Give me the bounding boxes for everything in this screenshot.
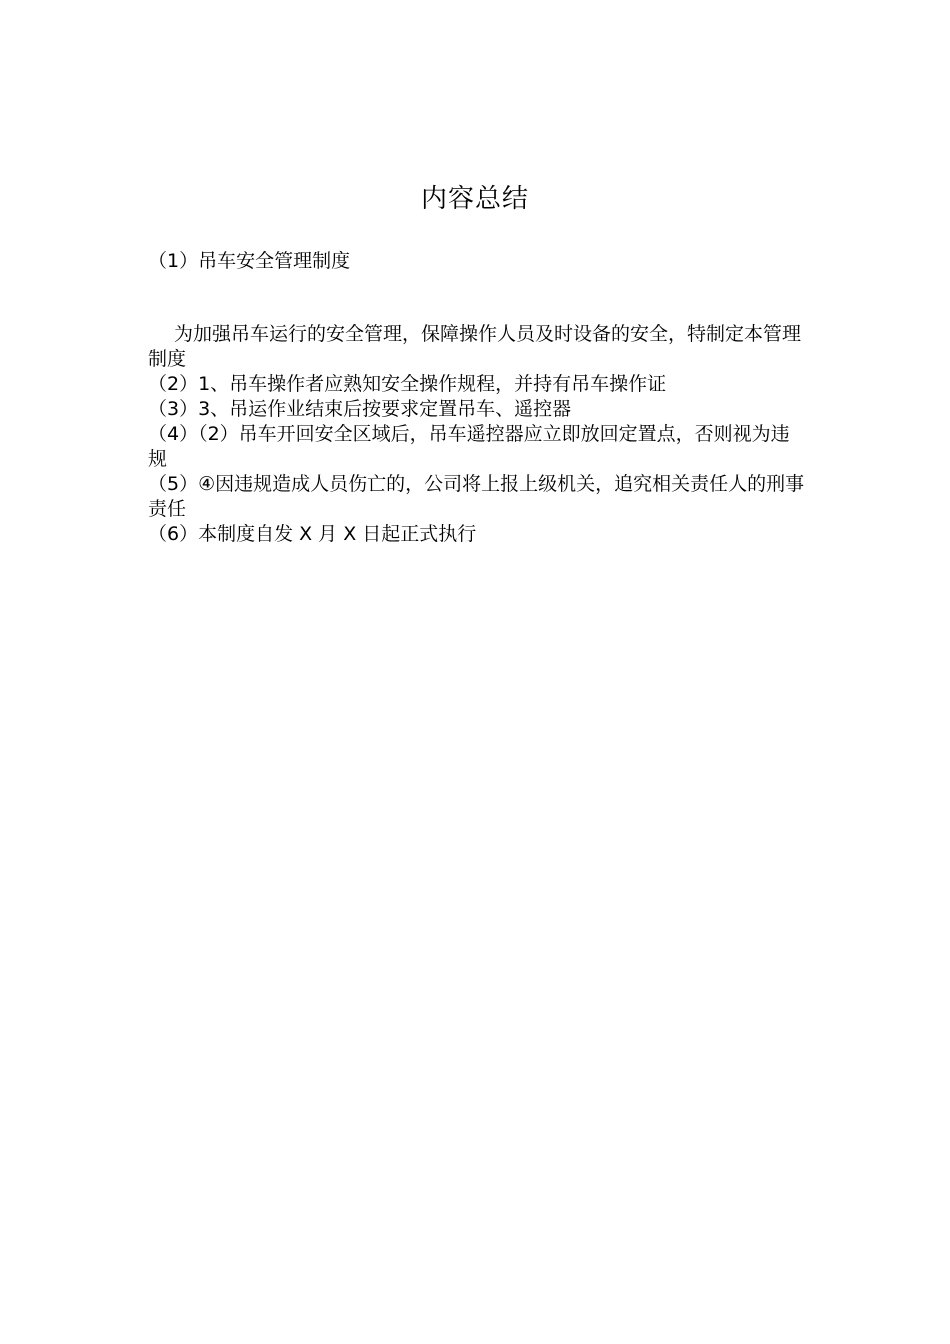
list-item: （6）本制度自发 X 月 X 日起正式执行 — [148, 523, 477, 545]
intro-paragraph: 为加强吊车运行的安全管理，保障操作人员及时设备的安全，特制定本管理制度 — [148, 323, 802, 370]
document-title: 内容总结 — [420, 184, 529, 214]
list-item: （5）④因违规造成人员伤亡的，公司将上报上级机关，追究相关责任人的刑事责任 — [148, 473, 805, 520]
section-heading: （1）吊车安全管理制度 — [148, 250, 351, 272]
list-item: （3）3、吊运作业结束后按要求定置吊车、遥控器 — [148, 398, 572, 420]
list-item: （4）（2）吊车开回安全区域后，吊车遥控器应立即放回定置点，否则视为违规 — [148, 423, 790, 470]
document-body — [148, 322, 808, 547]
list-item: （2）1、吊车操作者应熟知安全操作规程，并持有吊车操作证 — [148, 373, 667, 395]
